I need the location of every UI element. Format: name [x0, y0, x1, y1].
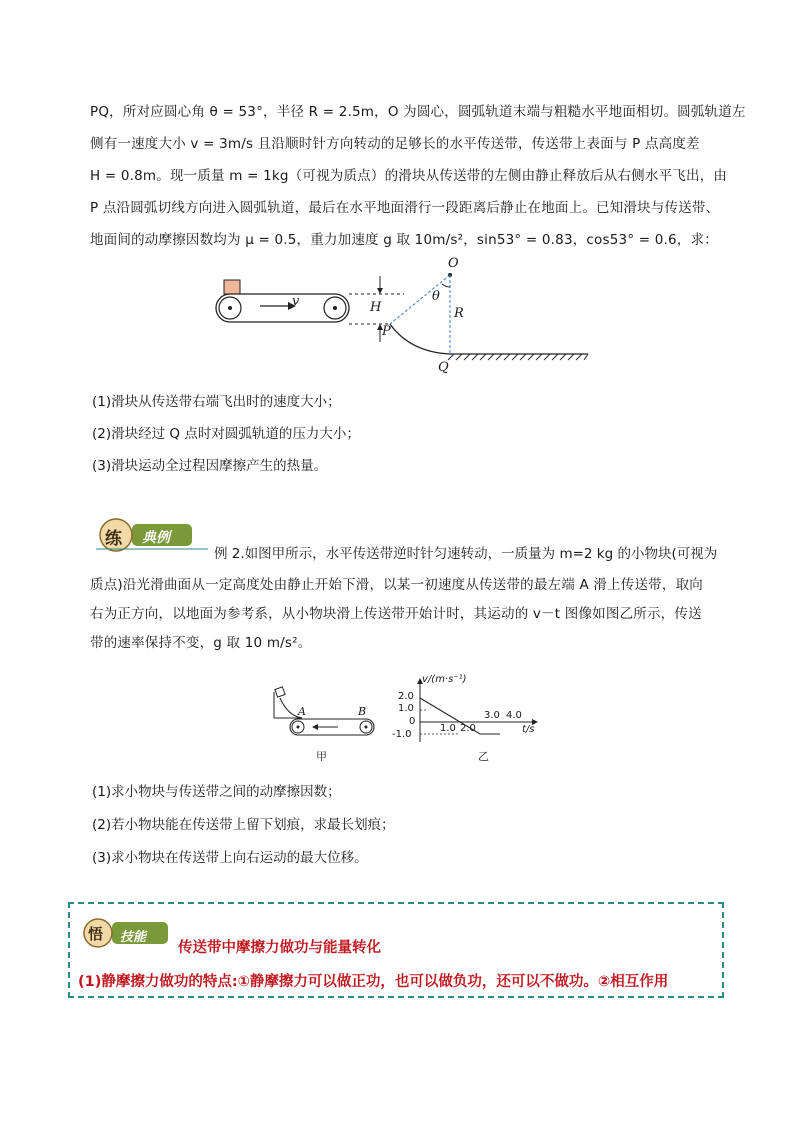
- example-line-1: 例 2.如图甲所示，水平传送带逆时针匀速转动，一质量为 m=2 kg 的小物块(可视为: [214, 546, 718, 562]
- label-O: O: [448, 256, 459, 271]
- caption-yi: 乙: [478, 750, 489, 763]
- conveyor-arc-figure: [210, 254, 600, 380]
- problem1-question-3: (3)滑块运动全过程因摩擦产生的热量。: [92, 458, 328, 474]
- problem1-line: H = 0.8m。现一质量 m = 1kg（可视为质点）的滑块从传送带的左侧由静止释放后从右侧水平飞出，由: [90, 168, 728, 184]
- problem1-line: P 点沿圆弧切线方向进入圆弧轨道，最后在水平地面滑行一段距离后静止在地面上。已知滑块与传送带、: [90, 200, 720, 216]
- label-R: R: [454, 306, 464, 321]
- skill-box: [68, 902, 724, 998]
- problem1-question-1: (1)滑块从传送带右端飞出时的速度大小；: [92, 394, 341, 410]
- example-question-2: (2)若小物块能在传送带上留下划痕，求最长划痕；: [92, 817, 395, 833]
- vt-ytick: 1.0: [398, 703, 414, 714]
- example-question-1: (1)求小物块与传送带之间的动摩擦因数；: [92, 784, 341, 800]
- skill-badge: [78, 918, 174, 948]
- vt-ytick: 2.0: [398, 691, 414, 702]
- figure-jia: [270, 684, 380, 766]
- skill-badge-char: 悟: [88, 925, 104, 943]
- label-Q: Q: [438, 360, 449, 375]
- label-H: H: [370, 300, 382, 315]
- figure-yi: [392, 674, 548, 768]
- slider-block: [224, 280, 240, 294]
- vt-xtick: 3.0: [484, 710, 500, 721]
- label-v: v: [292, 294, 300, 309]
- arc-track: [390, 324, 450, 354]
- example-badge-char: 练: [105, 529, 122, 549]
- example-line: 质点)沿光滑曲面从一定高度处由静止开始下滑，以某一初速度从传送带的最左端 A 滑上传送带，取向: [90, 577, 703, 593]
- problem1-line: 地面间的动摩擦因数均为 μ = 0.5，重力加速度 g 取 10m/s²，sin53° = 0.83，cos53° = 0.6，求：: [90, 232, 718, 248]
- vt-xtick: 1.0: [440, 723, 456, 734]
- label-A: A: [298, 705, 306, 718]
- vt-ytick: 0: [409, 716, 416, 727]
- label-theta: θ: [432, 289, 440, 304]
- belt-direction-arrow-icon: [312, 724, 318, 730]
- vt-xtick: 4.0: [506, 710, 522, 721]
- skill-line-1: (1)静摩擦力做功的特点:①静摩擦力可以做正功，也可以做负功，还可以不做功。②相互作用: [78, 974, 669, 990]
- example-badge: [92, 518, 208, 552]
- skill-title: 传送带中摩擦力做功与能量转化: [178, 940, 381, 956]
- vt-ytick: -1.0: [392, 729, 412, 740]
- problem1-line: PQ，所对应圆心角 θ = 53°，半径 R = 2.5m，O 为圆心，圆弧轨道末端与粗糙水平地面相切。圆弧轨道左: [90, 104, 746, 120]
- conveyor-arc-svg: [210, 254, 600, 380]
- skill-badge-text: 技能: [120, 930, 147, 945]
- example-question-3: (3)求小物块在传送带上向右运动的最大位移。: [92, 850, 368, 866]
- vt-xtick: 2.0: [460, 723, 476, 734]
- label-B: B: [358, 705, 367, 718]
- example-line: 带的速率保持不变，g 取 10 m/s²。: [90, 635, 312, 651]
- example-text: [90, 571, 730, 658]
- example-badge-text: 典例: [142, 530, 170, 546]
- vt-graph-svg: [398, 676, 548, 746]
- example-line: 右为正方向，以地面为参考系，从小物块滑上传送带开始计时，其运动的 v－t 图像如图乙所示，传送: [90, 606, 702, 622]
- problem1-text: [90, 96, 746, 256]
- label-P: P: [382, 324, 391, 339]
- caption-jia: 甲: [316, 750, 327, 763]
- problem1-line: 侧有一速度大小 v = 3m/s 且沿顺时针方向转动的足够长的水平传送带，传送带上表面与 P 点高度差: [90, 136, 700, 152]
- vt-ylabel: v/(m·s⁻¹): [422, 674, 467, 685]
- vt-xlabel: t/s: [522, 724, 535, 735]
- problem1-question-2: (2)滑块经过 Q 点时对圆弧轨道的压力大小；: [92, 426, 360, 442]
